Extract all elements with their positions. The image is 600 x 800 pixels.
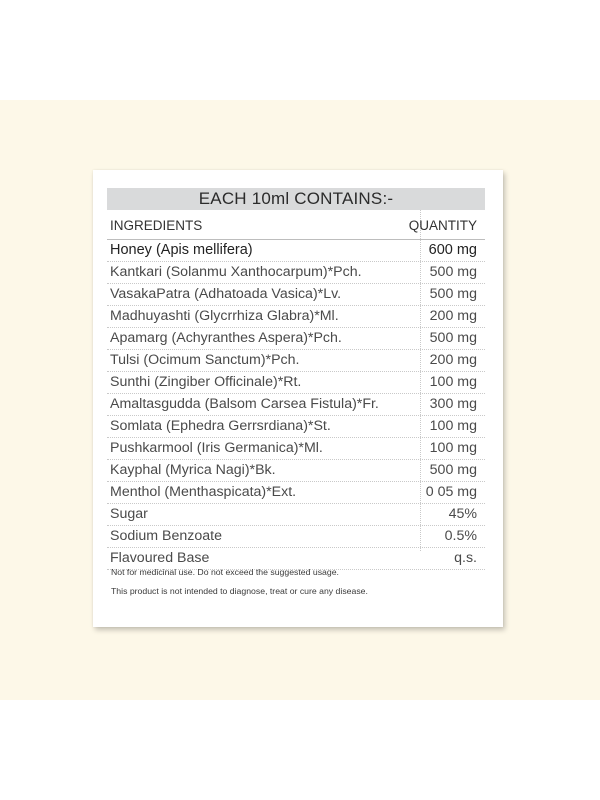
quantity-header: QUANTITY [408,218,477,233]
ingredient-name: Kantkari (Solanmu Xanthocarpum)*Pch. [110,264,362,280]
table-row [107,372,485,394]
table-row [107,438,485,460]
ingredients-header: INGREDIENTS [110,218,203,233]
table-row [107,328,485,350]
ingredient-quantity: 500 mg [429,462,477,478]
ingredient-name: Honey (Apis mellifera) [110,242,253,258]
ingredient-quantity: 300 mg [429,396,477,412]
table-row [107,460,485,482]
ingredients-table [107,210,485,570]
table-row [107,482,485,504]
ingredient-name: Pushkarmool (Iris Germanica)*Ml. [110,440,323,456]
ingredient-quantity: 200 mg [429,352,477,368]
ingredient-name: VasakaPatra (Adhatoada Vasica)*Lv. [110,286,342,302]
ingredient-name: Sodium Benzoate [110,528,222,544]
table-header-row [107,210,485,240]
table-row [107,240,485,262]
table-row [107,262,485,284]
ingredient-name: Amaltasgudda (Balsom Carsea Fistula)*Fr. [110,396,379,412]
ingredient-name: Sugar [110,506,148,522]
table-row [107,416,485,438]
ingredient-quantity: 500 mg [429,330,477,346]
ingredient-quantity: 100 mg [429,418,477,434]
disclaimer-diagnosis: This product is not intended to diagnose, treat or cure any disease. [111,586,368,596]
ingredient-quantity: 500 mg [429,264,477,280]
ingredients-card [93,170,503,627]
ingredient-quantity: 200 mg [429,308,477,324]
ingredient-quantity: 0 05 mg [425,484,477,500]
ingredient-quantity: 0.5% [444,528,477,544]
ingredient-name: Flavoured Base [110,550,210,566]
ingredient-quantity: 100 mg [429,440,477,456]
ingredient-name: Menthol (Menthaspicata)*Ext. [110,484,297,500]
ingredient-name: Somlata (Ephedra Gerrsrdiana)*St. [110,418,331,434]
ingredient-quantity: 500 mg [429,286,477,302]
panel-title: EACH 10ml CONTAINS:- [107,188,485,210]
table-row [107,306,485,328]
disclaimer-usage: Not for medicinal use. Do not exceed the suggested usage. [111,567,339,577]
ingredient-name: Tulsi (Ocimum Sanctum)*Pch. [110,352,300,368]
ingredient-quantity: 600 mg [428,242,477,258]
ingredient-name: Kayphal (Myrica Nagi)*Bk. [110,462,276,478]
ingredient-quantity: q.s. [454,550,477,566]
ingredient-name: Sunthi (Zingiber Officinale)*Rt. [110,374,302,390]
ingredient-name: Madhuyashti (Glycrrhiza Glabra)*Ml. [110,308,339,324]
table-row [107,284,485,306]
table-row [107,394,485,416]
ingredient-quantity: 45% [448,506,477,522]
table-row [107,504,485,526]
ingredient-quantity: 100 mg [429,374,477,390]
table-row [107,526,485,548]
ingredient-name: Apamarg (Achyranthes Aspera)*Pch. [110,330,342,346]
table-row [107,350,485,372]
